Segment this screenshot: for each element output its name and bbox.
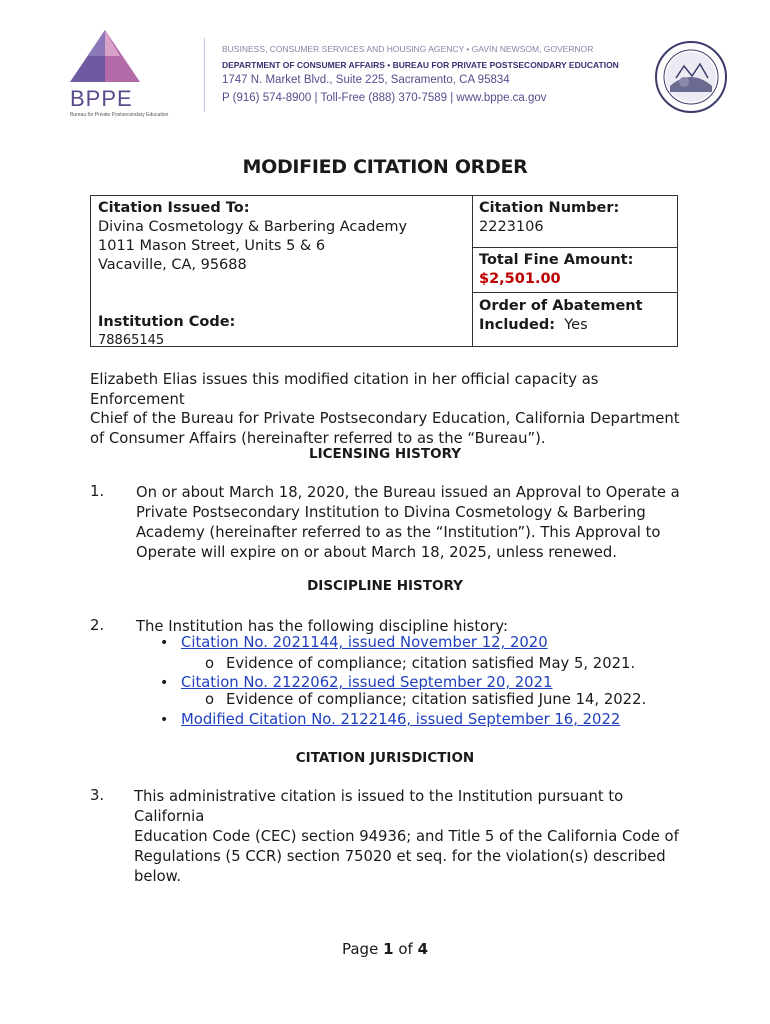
page-current: 1 [383,940,394,958]
state-seal-icon [654,40,728,114]
discipline-sub-2: Evidence of compliance; citation satisfied June 14, 2022. [226,691,647,708]
department-line: DEPARTMENT OF CONSUMER AFFAIRS • BUREAU FOR PRIVATE POSTSECONDARY EDUCATION [222,60,619,70]
item-number-3: 3. [90,787,105,804]
intro-paragraph [90,370,690,448]
address-line: 1747 N. Market Blvd., Suite 225, Sacramento, CA 95834 [222,74,510,86]
agency-line: BUSINESS, CONSUMER SERVICES AND HOUSING AGENCY • GAVIN NEWSOM, GOVERNOR [222,44,594,54]
intro-line: Chief of the Bureau for Private Postsecondary Education, California Department [90,410,680,427]
item-1-line: On or about March 18, 2020, the Bureau issued an Approval to Operate a [136,484,680,501]
item-1-text [136,483,688,563]
abatement-included [479,316,588,335]
citation-link-2021144[interactable]: Citation No. 2021144, issued November 12, 2020 [181,634,548,651]
logo-triangle-icon [60,26,180,90]
table-divider-2 [472,292,677,293]
table-divider-vertical [472,196,473,346]
total-fine: $2,501.00 [479,271,561,287]
item-1-line: Private Postsecondary Institution to Divina Cosmetology & Barbering [136,504,646,521]
item-3-line: Education Code (CEC) section 94936; and Title 5 of the California Code of [134,828,679,845]
citation-link-2122062[interactable]: Citation No. 2122062, issued September 20, 2021 [181,674,553,691]
bullet-icon: • [160,635,169,651]
issued-to-address1: 1011 Mason Street, Units 5 & 6 [98,238,326,254]
item-number-2: 2. [90,617,105,634]
citation-table [90,195,678,347]
page-footer [0,940,770,958]
issued-to-address2: Vacaville, CA, 95688 [98,257,247,273]
of-word: of [398,940,413,958]
citation-number: 2223106 [479,219,544,235]
item-3-line: This administrative citation is issued to the Institution pursuant to California [134,788,624,825]
abatement-label: Order of Abatement [479,298,643,314]
table-divider-1 [472,247,677,248]
issued-to-label: Citation Issued To: [98,200,250,216]
licensing-history-heading: LICENSING HISTORY [308,446,462,462]
item-3-line: Regulations (5 CCR) section 75020 et seq. for the violation(s) described [134,848,666,865]
institution-code: 78865145 [98,333,165,348]
abatement-included-value: Yes [564,317,588,333]
item-1-line: Operate will expire on or about March 18, 2025, unless renewed. [136,544,617,561]
item-3-text [134,787,686,887]
item-number-1: 1. [90,483,105,500]
item-2-text: The Institution has the following discipline history: [136,618,508,635]
citation-link-2122146[interactable]: Modified Citation No. 2122146, issued September 16, 2022 [181,711,621,728]
citation-jurisdiction-heading: CITATION JURISDICTION [295,750,475,766]
sub-bullet-icon: o [205,655,215,672]
document-title: MODIFIED CITATION ORDER [242,156,528,178]
page-word: Page [341,940,379,958]
bullet-icon: • [160,712,169,728]
page-total: 4 [417,940,428,958]
institution-code-label: Institution Code: [98,314,236,330]
sub-bullet-icon: o [205,691,215,708]
intro-line: of Consumer Affairs (hereinafter referred to as the “Bureau”). [90,429,546,447]
citation-number-label: Citation Number: [479,200,620,216]
header-divider [204,38,205,112]
item-3-line: below. [134,868,182,885]
abatement-included-label: Included: [479,317,555,333]
item-1-line: Academy (hereinafter referred to as the “Institution”). This Approval to [136,524,661,541]
logo-text: BPPE [70,86,133,111]
intro-line: Elizabeth Elias issues this modified citation in her official capacity as Enforcement [90,371,599,408]
logo-subtitle: Bureau for Private Postsecondary Education [70,112,169,118]
issued-to-name: Divina Cosmetology & Barbering Academy [98,219,408,235]
discipline-history-heading: DISCIPLINE HISTORY [307,578,463,594]
contact-line: P (916) 574-8900 | Toll-Free (888) 370-7589 | www.bppe.ca.gov [222,92,547,104]
discipline-sub-1: Evidence of compliance; citation satisfied May 5, 2021. [226,655,636,672]
bullet-icon: • [160,675,169,691]
total-fine-label: Total Fine Amount: [479,252,634,268]
